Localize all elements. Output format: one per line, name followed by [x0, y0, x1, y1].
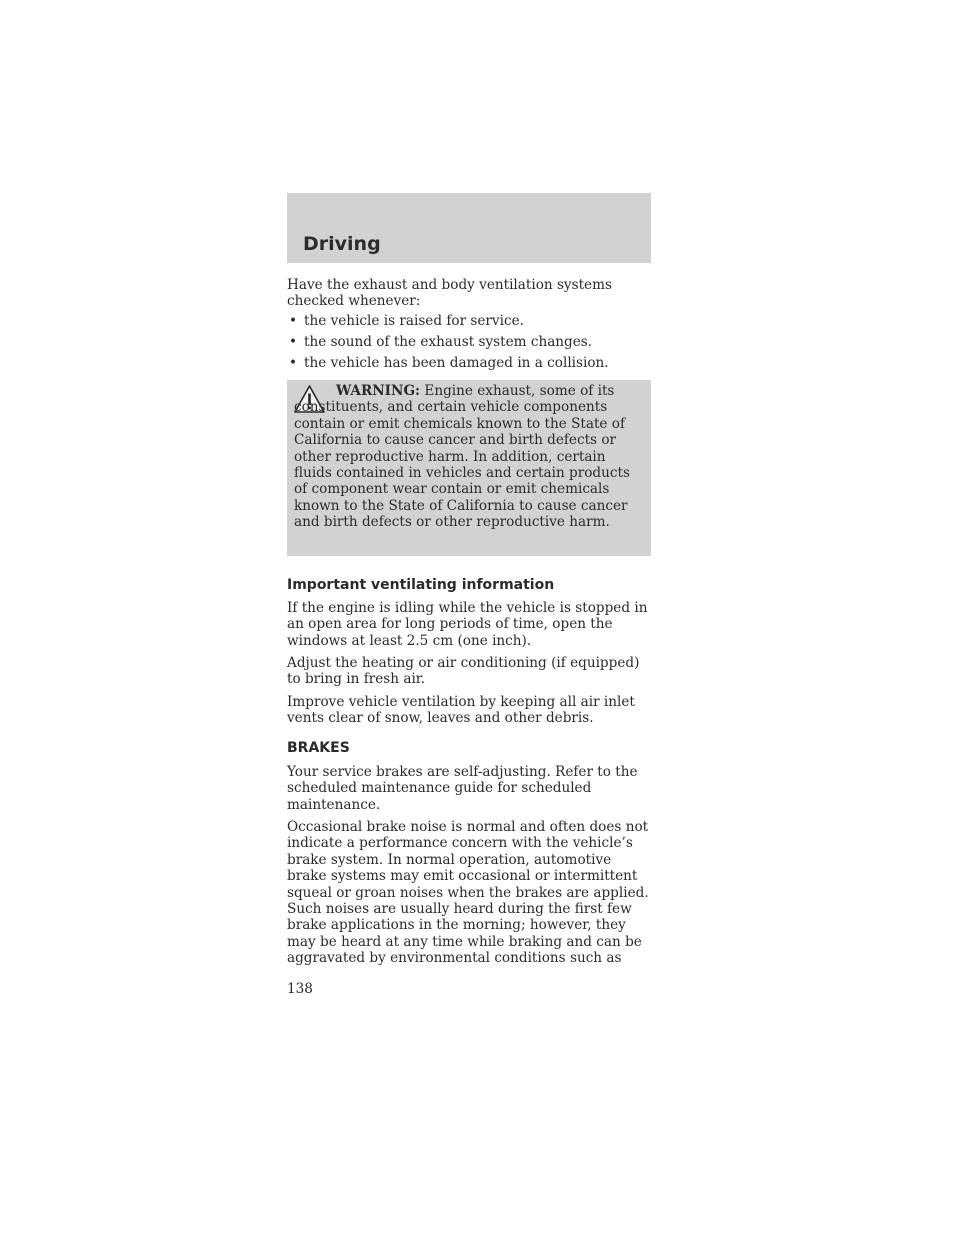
intro-paragraph: Have the exhaust and body ventilation systems checked whenever: [287, 277, 612, 310]
list-item-text: the vehicle has been damaged in a collision. [304, 355, 609, 371]
ventilating-paragraph-3: Improve vehicle ventilation by keeping all air inlet vents clear of snow, leaves and other debris. [287, 694, 635, 727]
section-title: Driving [303, 233, 381, 255]
list-item-text: the sound of the exhaust system changes. [304, 334, 593, 350]
warning-text [294, 383, 634, 531]
bullet-icon: • [289, 355, 298, 371]
bullet-icon: • [289, 313, 298, 329]
warning-label: WARNING: [336, 383, 421, 399]
list-item [287, 355, 651, 371]
bullet-icon: • [289, 334, 298, 350]
ventilating-paragraph-1: If the engine is idling while the vehicle is stopped in an open area for long periods of time, open the windows at least 2.5 cm (one inch). [287, 600, 648, 649]
list-item-text: the vehicle is raised for service. [304, 313, 524, 329]
warning-body: Engine exhaust, some of its constituents, and certain vehicle components contain or emit chemicals known to the State of California to cause cancer and birth defects or other reproductive harm. In addition, certain fluids contained in vehicles and certain products of component wear contain or emit chemicals known to the State of California to cause cancer and birth defects or other reproductive harm. [294, 383, 630, 531]
list-item [287, 313, 651, 329]
brakes-paragraph-2: Occasional brake noise is normal and often does not indicate a performance concern with the vehicle’s brake system. In normal operation, automotive brake systems may emit occasional or intermittent squeal or groan noises when the brakes are applied. Such noises are usually heard during the first few brake applications in the morning; however, they may be heard at any time while braking and can be aggravated by environmental conditions such as [287, 819, 649, 967]
ventilating-heading: Important ventilating information [287, 577, 555, 593]
page-number: 138 [287, 981, 313, 997]
brakes-heading: BRAKES [287, 740, 350, 756]
ventilating-paragraph-2: Adjust the heating or air conditioning (if equipped) to bring in fresh air. [287, 655, 640, 688]
bullet-list [287, 313, 651, 376]
list-item [287, 334, 651, 350]
brakes-paragraph-1: Your service brakes are self-adjusting. Refer to the scheduled maintenance guide for scheduled maintenance. [287, 764, 638, 813]
